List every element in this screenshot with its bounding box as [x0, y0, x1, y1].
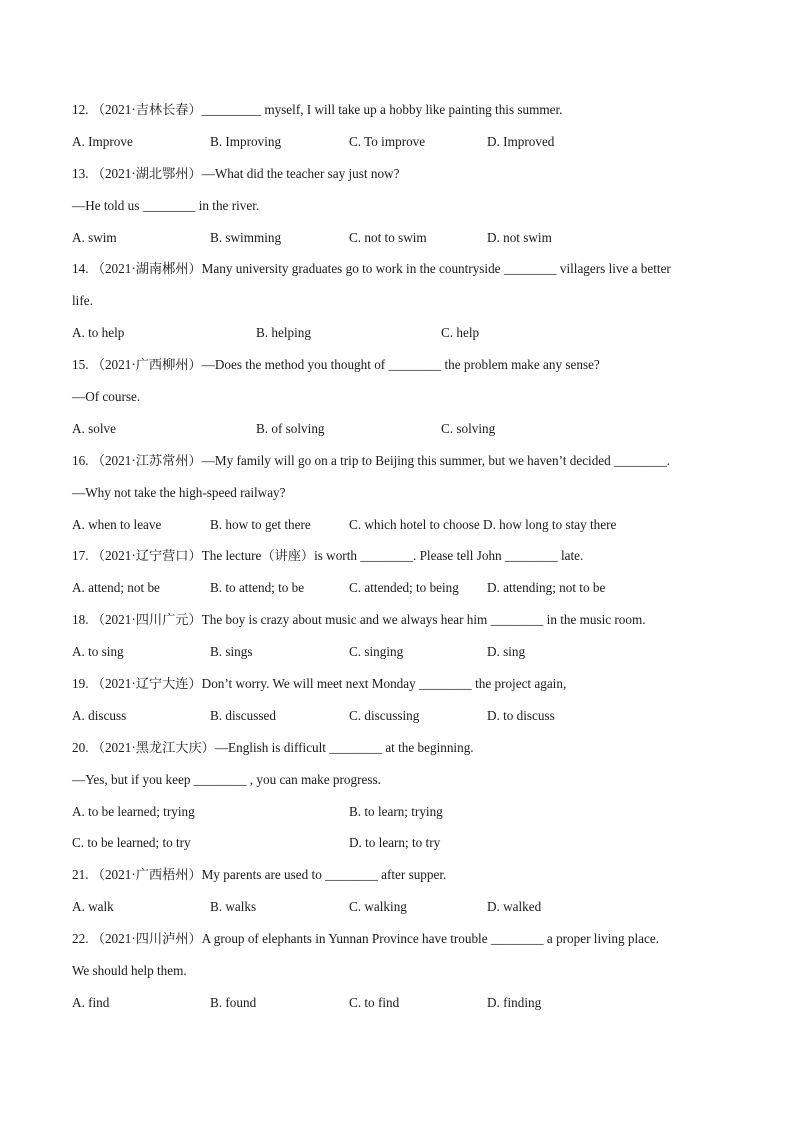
question-stem: 22. （2021·四川泸州）A group of elephants in Yunnan Province have trouble ________ a proper living place.: [72, 931, 659, 947]
question-stem: 21. （2021·广西梧州）My parents are used to ________ after supper.: [72, 867, 447, 883]
answer-option: B. swimming: [210, 229, 282, 245]
answer-options-row: [72, 317, 722, 349]
question-stem: 12. （2021·吉林长春）_________ myself, I will take up a hobby like painting this summer.: [72, 102, 563, 117]
answer-options-row: [72, 827, 722, 859]
answer-option: B. found: [210, 994, 257, 1010]
question-stem: 15. （2021·广西柳州）—Does the method you thought of ________ the problem make any sense?: [72, 357, 600, 373]
answer-option: C. To improve: [349, 133, 426, 149]
question-stem: 18. （2021·四川广元）The boy is crazy about music and we always hear him ________ in the music room.: [72, 612, 646, 628]
answer-option: A. solve: [72, 420, 116, 436]
question-item: [72, 349, 722, 445]
answer-option: A. to help: [72, 325, 125, 341]
answer-option: D. not swim: [487, 229, 552, 245]
question-stem-continuation: We should help them.: [72, 963, 187, 979]
answer-option: C. attended; to being: [349, 580, 459, 596]
answer-options-row: [72, 413, 722, 445]
answer-option: C. singing: [349, 644, 404, 660]
question-item: [72, 732, 722, 860]
answer-option: B. to attend; to be: [210, 580, 305, 596]
answer-option: B. Improving: [210, 133, 282, 149]
question-stem-continuation: —Yes, but if you keep ________ , you can make progress.: [72, 771, 381, 787]
answer-option: A. when to leave: [72, 516, 162, 532]
question-stem-continuation: —Why not take the high-speed railway?: [72, 484, 286, 500]
question-stem-continuation: life.: [72, 293, 93, 309]
answer-option: B. of solving: [256, 420, 325, 436]
answer-option: D. to learn; to try: [349, 835, 441, 851]
answer-options-row: [72, 572, 722, 604]
question-item: [72, 445, 722, 541]
answer-option: A. to be learned; trying: [72, 803, 195, 819]
answer-option: B. discussed: [210, 707, 276, 723]
answer-option: D. Improved: [487, 133, 555, 149]
question-stem: 19. （2021·辽宁大连）Don’t worry. We will meet next Monday ________ the project again,: [72, 676, 567, 692]
answer-option: A. Improve: [72, 133, 133, 149]
question-item: [72, 668, 722, 732]
answer-option: A. find: [72, 994, 110, 1010]
question-stem: 14. （2021·湖南郴州）Many university graduates go to work in the countryside ________ villagers live a better: [72, 261, 671, 277]
answer-option: C. not to swim: [349, 229, 427, 245]
answer-option: B. helping: [256, 325, 311, 341]
question-stem-continuation: —Of course.: [72, 389, 141, 405]
answer-option: C. to be learned; to try: [72, 835, 191, 851]
answer-option: C. help: [441, 325, 480, 341]
answer-option: B. sings: [210, 644, 253, 660]
answer-option: D. to discuss: [487, 707, 555, 723]
answer-option: A. swim: [72, 229, 117, 245]
answer-options-row: [72, 636, 722, 668]
answer-option: C. discussing: [349, 707, 420, 723]
question-item: [72, 604, 722, 668]
answer-option: A. to sing: [72, 644, 124, 660]
answer-options-row: [72, 509, 722, 541]
answer-option: C. walking: [349, 899, 407, 915]
answer-option: D. walked: [487, 899, 542, 915]
answer-option: B. walks: [210, 899, 257, 915]
question-item: [72, 923, 722, 1019]
answer-option: D. sing: [487, 644, 526, 660]
question-item: [72, 94, 722, 158]
answer-option: A. walk: [72, 899, 114, 915]
question-stem: 16. （2021·江苏常州）—My family will go on a trip to Beijing this summer, but we haven’t decided ________.: [72, 452, 671, 468]
answer-option: C. to find: [349, 994, 400, 1010]
question-stem: 17. （2021·辽宁营口）The lecture（讲座）is worth ________. Please tell John ________ late.: [72, 548, 584, 564]
answer-option: B. to learn; trying: [349, 803, 443, 819]
question-stem: 20. （2021·黑龙江大庆）—English is difficult ________ at the beginning.: [72, 739, 474, 755]
answer-option: C. which hotel to choose D. how long to stay there: [349, 516, 617, 532]
answer-options-row: [72, 222, 722, 254]
answer-options-row: [72, 126, 722, 158]
question-stem: 13. （2021·湖北鄂州）—What did the teacher say just now?: [72, 165, 400, 181]
answer-options-row: [72, 796, 722, 828]
question-item: [72, 158, 722, 254]
question-stem-continuation: —He told us ________ in the river.: [72, 197, 260, 213]
answer-option: D. finding: [487, 994, 542, 1010]
answer-option: A. discuss: [72, 707, 127, 723]
answer-option: A. attend; not be: [72, 580, 160, 596]
answer-option: D. attending; not to be: [487, 580, 606, 596]
question-list: [72, 94, 722, 1019]
answer-option: B. how to get there: [210, 516, 311, 532]
answer-options-row: [72, 700, 722, 732]
question-item: [72, 859, 722, 923]
answer-option: C. solving: [441, 420, 496, 436]
answer-options-row: [72, 987, 722, 1019]
question-item: [72, 540, 722, 604]
question-item: [72, 253, 722, 349]
answer-options-row: [72, 891, 722, 923]
